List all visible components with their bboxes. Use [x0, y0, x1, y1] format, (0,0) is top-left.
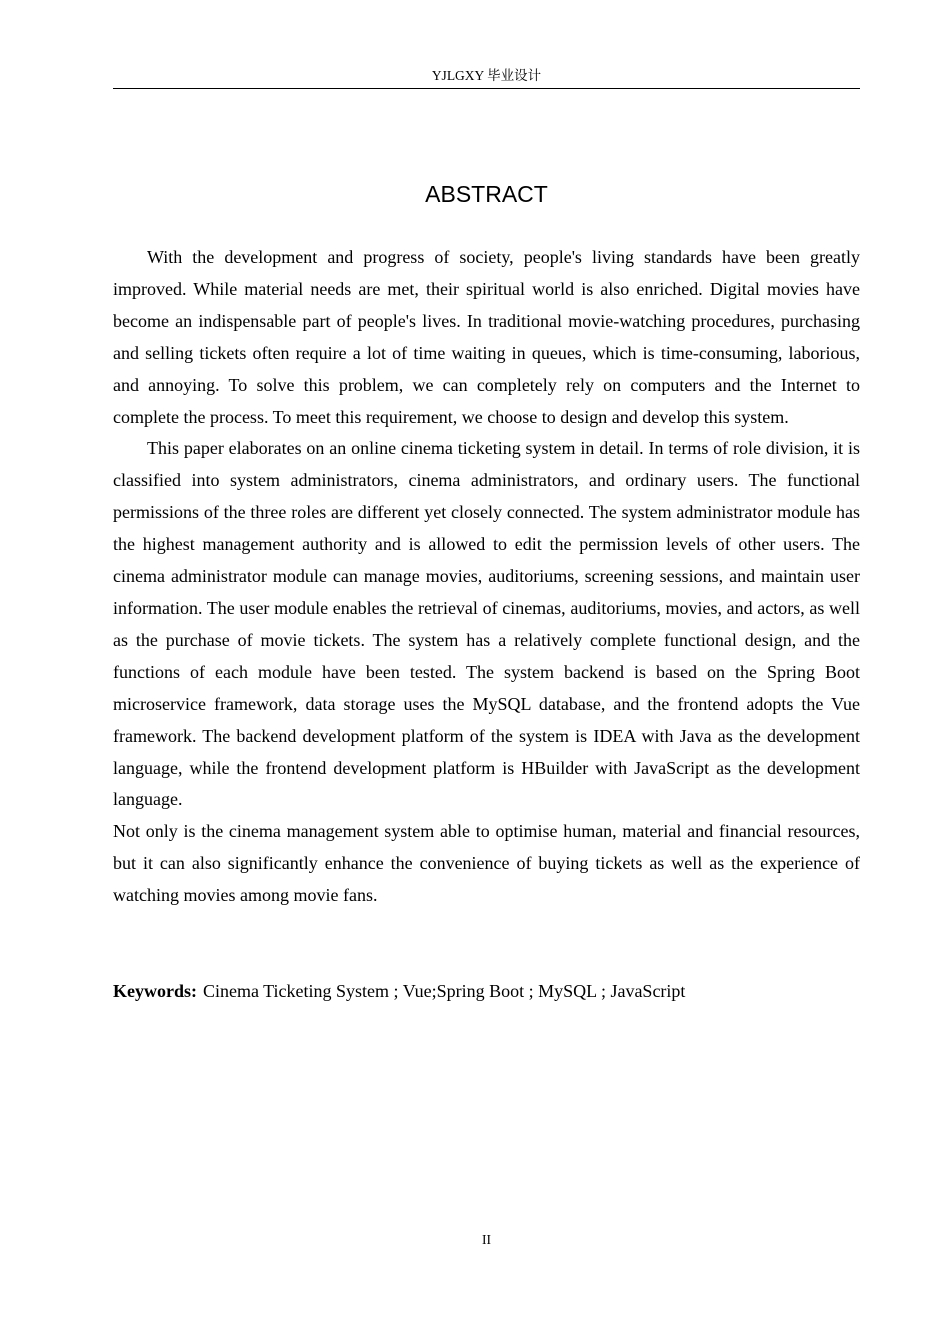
header-text: YJLGXY 毕业设计 — [431, 68, 542, 83]
keywords-line — [113, 976, 860, 1008]
page-header — [113, 66, 860, 89]
keywords-value: Cinema Ticketing System ; Vue;Spring Boot ; MySQL ; JavaScript — [203, 981, 686, 1001]
abstract-body — [113, 242, 860, 912]
page-number: II — [482, 1232, 491, 1247]
abstract-paragraph-1: With the development and progress of society, people's living standards have been greatly improved. While material needs are met, their spiritual world is also enriched. Digital movies have become an indispensable part of people's lives. In traditional movie-watching procedures, purchasing and selling tickets often require a lot of time waiting in queues, which is time-consuming, laborious, and annoying. To solve this problem, we can completely rely on computers and the Internet to complete the process. To meet this requirement, we choose to design and develop this system. — [113, 247, 860, 427]
abstract-paragraph-3: Not only is the cinema management system able to optimise human, material and financial resources, but it can also significantly enhance the convenience of buying tickets as well as the experience of watching movies among movie fans. — [113, 821, 860, 906]
abstract-title: ABSTRACT — [425, 181, 548, 207]
keywords-label: Keywords: — [113, 981, 197, 1001]
abstract-paragraph-2: This paper elaborates on an online cinema ticketing system in detail. In terms of role division, it is classified into system administrators, cinema administrators, and ordinary users. The functional permissions of the three roles are different yet closely connected. The system administrator module has the highest management authority and is allowed to edit the permission levels of other users. The cinema administrator module can manage movies, auditoriums, screening sessions, and maintain user information. The user module enables the retrieval of cinemas, auditoriums, movies, and actors, as well as the purchase of movie tickets. The system has a relatively complete functional design, and the functions of each module have been tested. The system backend is based on the Spring Boot microservice framework, data storage uses the MySQL database, and the frontend adopts the Vue framework. The backend development platform of the system is IDEA with Java as the development language, while the frontend development platform is HBuilder with JavaScript as the development language. — [113, 438, 860, 810]
